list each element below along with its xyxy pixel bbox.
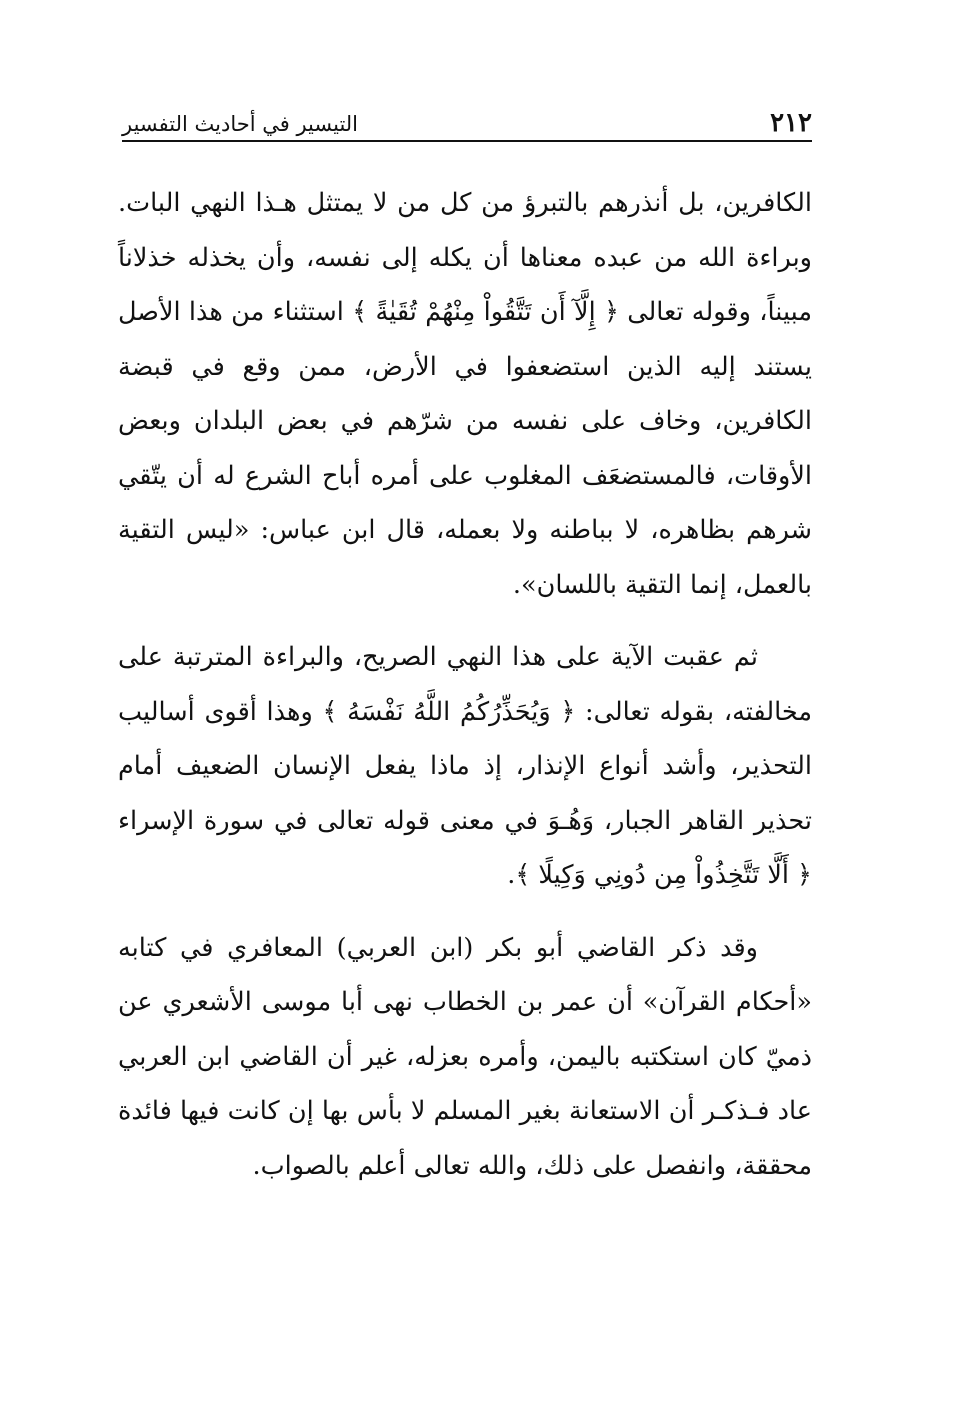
paragraph-3: وقد ذكر القاضي أبو بكر (ابن العربي) المعافري في كتابه «أحكام القرآن» أن عمر بن الخطاب نهى أبا موسى الأشعري عن ذميّ كان استكتبه باليمن، وأمره بعزله، غير أن القاضي ابن العربي عاد فـذكـر أن الاستعانة بغير المسلم لا بأس بها إن كانت فيها فائدة محققة، وانفصل على ذلك، والله تعالى أعلم بالصواب. xyxy=(118,932,812,1181)
header-rule xyxy=(122,140,812,142)
page-header xyxy=(122,104,812,138)
body-text xyxy=(118,176,812,1193)
paragraph-1: الكافرين، بل أنذرهم بالتبرؤ من كل من لا يمتثل هـذا النهي البات. وبراءة الله من عبده معناها أن يكله إلى نفسه، وأن يخذله خذلاناً مبيناً، وقوله تعالى ﴿ إِلَّآ أَن تَتَّقُواْ مِنْهُمْ تُقَيٰةً ﴾ استثناء من هذا الأصل يستند إليه الذين استضعفوا في الأرض، ممن وقع في قبضة الكافرين، وخاف على نفسه من شرّهم في بعض البلدان وبعض الأوقات، فالمستضعَف المغلوب على أمره أباح الشرع له أن يتّقي شرهم بظاهره، لا بباطنه ولا بعمله، قال ابن عباس: «ليس التقية بالعمل، إنما التقية باللسان». xyxy=(118,188,812,600)
page-number: ٢١٢ xyxy=(770,108,812,138)
running-title: التيسير في أحاديث التفسير xyxy=(122,112,359,136)
paragraph-2: ثم عقبت الآية على هذا النهي الصريح، والبراءة المترتبة على مخالفته، بقوله تعالى: ﴿ وَيُحَذِّرُكُمُ اللَّهُ نَفْسَهُ ﴾ وهذا أقوى أساليب التحذير، وأشد أنواع الإنذار، إذ ماذا يفعل الإنسان الضعيف أمام تحذير القاهر الجبار، وَهُـوَ في معنى قوله تعالى في سورة الإسراء ﴿ أَلَّا تَتَّخِذُواْ مِن دُونِي وَكِيلًا ﴾. xyxy=(118,642,812,890)
